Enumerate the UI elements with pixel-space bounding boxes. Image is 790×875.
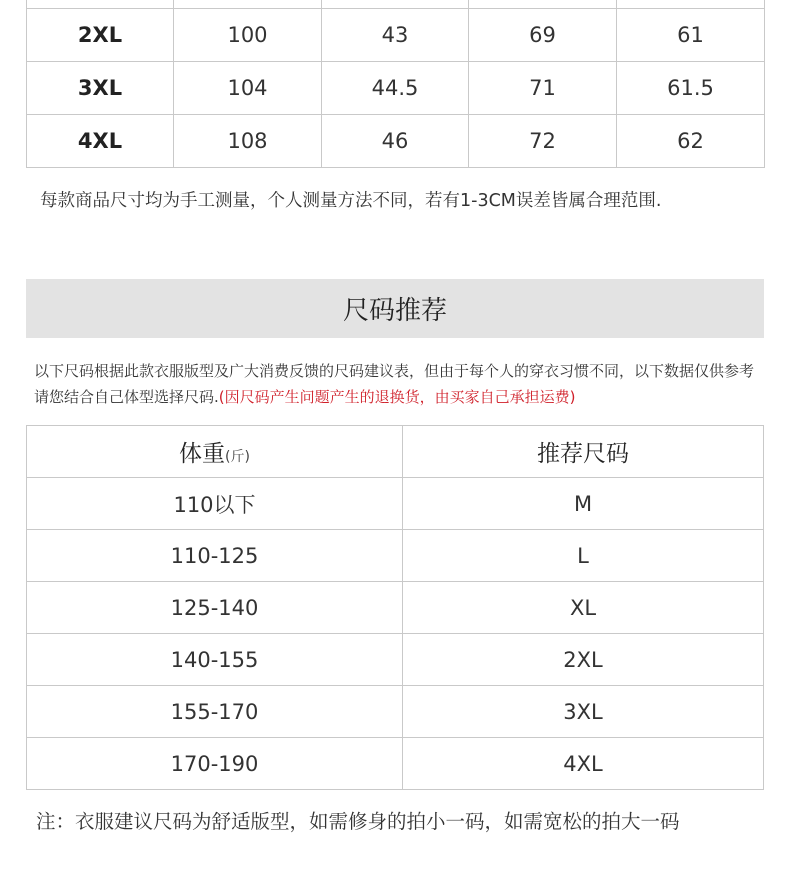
weight-unit-label: (斤) (225, 449, 250, 465)
size-cell: M (403, 478, 764, 530)
size-cell: 3XL (403, 686, 764, 738)
table-row (27, 530, 764, 582)
section-title: 尺码推荐 (26, 279, 764, 338)
measurement-note: 每款商品尺寸均为手工测量，个人测量方法不同，若有1-3CM误差皆属合理范围. (40, 191, 662, 211)
size-label: 3XL (27, 62, 174, 115)
weight-cell: 155-170 (27, 686, 403, 738)
table-header-row (27, 426, 764, 478)
size-label: 4XL (27, 115, 174, 168)
weight-cell: 110-125 (27, 530, 403, 582)
weight-cell: 140-155 (27, 634, 403, 686)
size-column-header: 推荐尺码 (403, 426, 764, 478)
table-row (27, 115, 765, 168)
table-cell: 69 (469, 9, 617, 62)
table-row (27, 62, 765, 115)
table-cell: 43 (322, 9, 469, 62)
description-text: 以下尺码根据此款衣服版型及广大消费反馈的尺码建议表，但由于每个人的穿衣习惯不同，以下数据仅供参考请您结合自己体型选择尺码. (34, 362, 755, 406)
table-row (27, 0, 765, 9)
size-chart-table (26, 0, 765, 168)
return-warning-text: (因尺码产生问题产生的退换货，由买家自己承担运费) (218, 388, 576, 406)
size-cell: 4XL (403, 738, 764, 790)
table-row (27, 478, 764, 530)
weight-cell: 170-190 (27, 738, 403, 790)
weight-column-header (27, 426, 403, 478)
size-label: 2XL (27, 9, 174, 62)
table-cell: 46 (322, 115, 469, 168)
table-row (27, 582, 764, 634)
table-cell: 61.5 (617, 62, 765, 115)
table-cell: 62 (617, 115, 765, 168)
table-cell: 100 (174, 9, 322, 62)
table-cell: 104 (174, 62, 322, 115)
table-cell: 72 (469, 115, 617, 168)
table-row (27, 9, 765, 62)
table-cell: 108 (174, 115, 322, 168)
table-cell: 71 (469, 62, 617, 115)
size-cell: XL (403, 582, 764, 634)
recommendation-description (34, 358, 760, 410)
table-cell: 61 (617, 9, 765, 62)
weight-cell: 125-140 (27, 582, 403, 634)
weight-cell: 110以下 (27, 478, 403, 530)
size-recommendation-table (26, 425, 764, 790)
table-row (27, 634, 764, 686)
size-cell: L (403, 530, 764, 582)
fit-advice-note: 注：衣服建议尺码为舒适版型，如需修身的拍小一码，如需宽松的拍大一码 (36, 810, 680, 833)
table-cell: 44.5 (322, 62, 469, 115)
table-row (27, 738, 764, 790)
table-row (27, 686, 764, 738)
size-cell: 2XL (403, 634, 764, 686)
weight-header-label: 体重 (179, 441, 226, 467)
